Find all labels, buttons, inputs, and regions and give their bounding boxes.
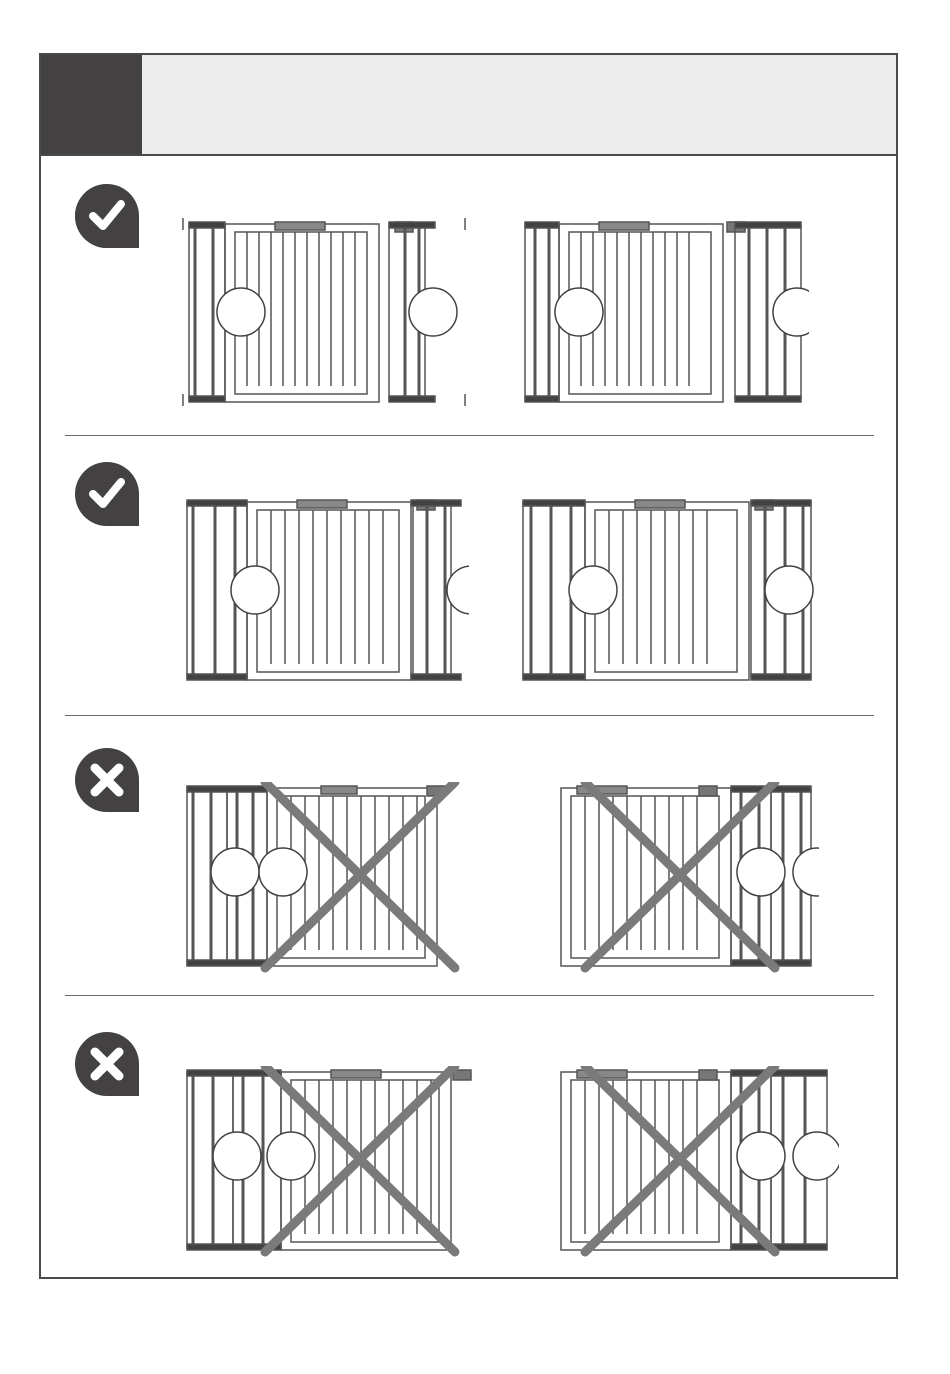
gate-diagram-4a: [179, 1066, 469, 1276]
cross-icon: [75, 748, 139, 812]
step-header: [41, 55, 896, 156]
checkmark-icon: [75, 462, 139, 526]
gate-diagram-2b: [519, 496, 809, 706]
row-incorrect-1: [41, 716, 896, 996]
gate-diagram-4b: [519, 1066, 809, 1276]
instruction-panel: [39, 53, 898, 1279]
gate-diagram-3b: [519, 782, 809, 992]
gate-diagram-1b: [519, 218, 809, 428]
checkmark-icon: [75, 184, 139, 248]
step-number-box: [41, 55, 142, 154]
gate-diagram-2a: [179, 496, 469, 706]
row-incorrect-2: [41, 996, 896, 1276]
gate-diagram-3a: [179, 782, 469, 992]
cross-icon: [75, 1032, 139, 1096]
row-correct-2: [41, 436, 896, 716]
gate-diagram-1a: [179, 218, 469, 428]
row-correct-1: [41, 156, 896, 436]
